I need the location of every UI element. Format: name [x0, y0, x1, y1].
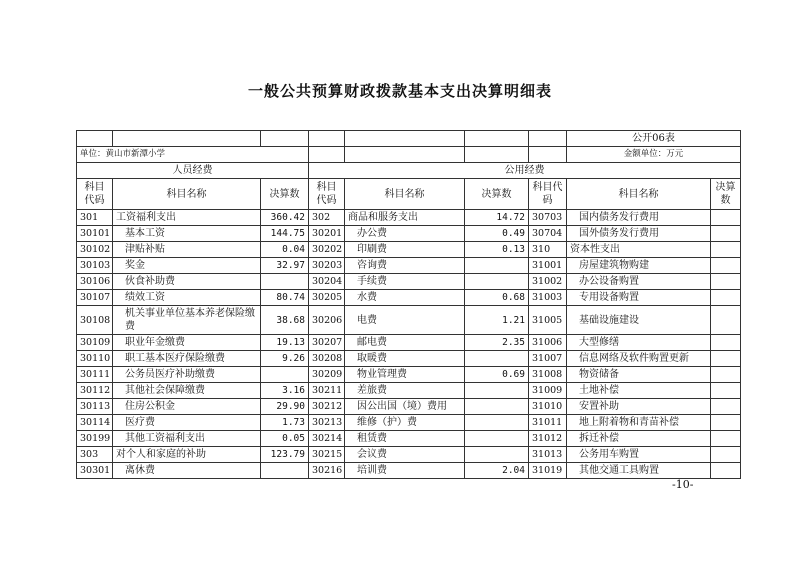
amount-cell: 32.97 [261, 258, 309, 274]
table-row [77, 383, 741, 399]
code-cell: 31003 [529, 290, 567, 306]
name-cell: 信息网络及软件购置更新 [567, 351, 711, 367]
code-cell: 303 [77, 447, 113, 463]
name-cell: 土地补偿 [567, 383, 711, 399]
header-amount: 决算数 [465, 179, 529, 210]
unit-label: 单位：黄山市新潭小学 [77, 147, 309, 163]
code-cell: 31013 [529, 447, 567, 463]
amount-cell: 0.13 [465, 242, 529, 258]
form-number-row [77, 131, 741, 147]
amount-cell [711, 399, 741, 415]
amount-cell: 3.16 [261, 383, 309, 399]
code-cell: 30215 [309, 447, 345, 463]
code-cell: 302 [309, 210, 345, 226]
amount-cell [465, 258, 529, 274]
code-cell: 30106 [77, 274, 113, 290]
name-cell: 差旅费 [345, 383, 465, 399]
name-cell: 其他交通工具购置 [567, 463, 711, 479]
code-cell: 31002 [529, 274, 567, 290]
code-cell: 30301 [77, 463, 113, 479]
code-cell: 30201 [309, 226, 345, 242]
amount-cell: 80.74 [261, 290, 309, 306]
amount-cell [711, 226, 741, 242]
code-cell: 30112 [77, 383, 113, 399]
amount-cell [465, 431, 529, 447]
code-cell: 30209 [309, 367, 345, 383]
name-cell: 办公设备购置 [567, 274, 711, 290]
header-row [77, 179, 741, 210]
code-cell: 31006 [529, 335, 567, 351]
header-amount: 决算数 [261, 179, 309, 210]
name-cell: 取暖费 [345, 351, 465, 367]
name-cell: 因公出国（境）费用 [345, 399, 465, 415]
name-cell: 资本性支出 [567, 242, 711, 258]
code-cell: 31012 [529, 431, 567, 447]
code-cell: 31009 [529, 383, 567, 399]
amount-cell: 0.68 [465, 290, 529, 306]
name-cell: 医疗费 [113, 415, 261, 431]
code-cell: 30213 [309, 415, 345, 431]
table-row [77, 274, 741, 290]
amount-cell [465, 399, 529, 415]
name-cell: 咨询费 [345, 258, 465, 274]
table-row [77, 210, 741, 226]
name-cell: 安置补助 [567, 399, 711, 415]
amount-cell: 14.72 [465, 210, 529, 226]
code-cell: 30212 [309, 399, 345, 415]
name-cell: 租赁费 [345, 431, 465, 447]
table-row [77, 306, 741, 335]
amount-cell [465, 447, 529, 463]
code-cell: 30110 [77, 351, 113, 367]
code-cell: 31001 [529, 258, 567, 274]
name-cell: 水费 [345, 290, 465, 306]
amount-cell [711, 383, 741, 399]
unit-row [77, 147, 741, 163]
table-row [77, 258, 741, 274]
table-row [77, 351, 741, 367]
name-cell: 物资储备 [567, 367, 711, 383]
amount-cell: 19.13 [261, 335, 309, 351]
table-row [77, 367, 741, 383]
amount-cell: 360.42 [261, 210, 309, 226]
table-row [77, 290, 741, 306]
amount-cell [465, 383, 529, 399]
amount-cell: 123.79 [261, 447, 309, 463]
name-cell: 基本工资 [113, 226, 261, 242]
code-cell: 30108 [77, 306, 113, 335]
amount-cell [711, 415, 741, 431]
name-cell: 专用设备购置 [567, 290, 711, 306]
code-cell: 31019 [529, 463, 567, 479]
name-cell: 物业管理费 [345, 367, 465, 383]
table-row [77, 463, 741, 479]
name-cell: 房屋建筑物购建 [567, 258, 711, 274]
amount-cell [465, 351, 529, 367]
amount-cell: 29.90 [261, 399, 309, 415]
table-row [77, 399, 741, 415]
name-cell: 公务用车购置 [567, 447, 711, 463]
amount-cell: 0.05 [261, 431, 309, 447]
code-cell: 30206 [309, 306, 345, 335]
code-cell: 30216 [309, 463, 345, 479]
table-row [77, 242, 741, 258]
name-cell: 商品和服务支出 [345, 210, 465, 226]
code-cell: 301 [77, 210, 113, 226]
code-cell: 30203 [309, 258, 345, 274]
amount-cell [711, 351, 741, 367]
amount-cell [711, 367, 741, 383]
name-cell: 对个人和家庭的补助 [113, 447, 261, 463]
code-cell: 30102 [77, 242, 113, 258]
table-row [77, 226, 741, 242]
name-cell: 地上附着物和青苗补偿 [567, 415, 711, 431]
name-cell: 印刷费 [345, 242, 465, 258]
header-code: 科目代码 [77, 179, 113, 210]
header-code: 科目代码 [309, 179, 345, 210]
name-cell: 基础设施建设 [567, 306, 711, 335]
code-cell: 30703 [529, 210, 567, 226]
amount-cell: 1.21 [465, 306, 529, 335]
code-cell: 30704 [529, 226, 567, 242]
code-cell: 30202 [309, 242, 345, 258]
page-title: 一般公共预算财政拨款基本支出决算明细表 [247, 82, 552, 100]
amount-cell: 2.04 [465, 463, 529, 479]
name-cell: 伙食补助费 [113, 274, 261, 290]
amount-cell [711, 210, 741, 226]
amount-cell [261, 274, 309, 290]
amount-cell: 144.75 [261, 226, 309, 242]
name-cell: 工资福利支出 [113, 210, 261, 226]
name-cell: 其他社会保障缴费 [113, 383, 261, 399]
name-cell: 邮电费 [345, 335, 465, 351]
name-cell: 大型修缮 [567, 335, 711, 351]
section-public: 公用经费 [309, 163, 741, 179]
code-cell: 30113 [77, 399, 113, 415]
name-cell: 绩效工资 [113, 290, 261, 306]
amount-cell [711, 447, 741, 463]
amount-cell: 38.68 [261, 306, 309, 335]
code-cell: 30101 [77, 226, 113, 242]
code-cell: 30109 [77, 335, 113, 351]
code-cell: 30103 [77, 258, 113, 274]
code-cell: 30211 [309, 383, 345, 399]
amount-cell [465, 415, 529, 431]
amount-cell [711, 258, 741, 274]
code-cell: 30199 [77, 431, 113, 447]
amount-cell [711, 306, 741, 335]
header-name: 科目名称 [345, 179, 465, 210]
name-cell: 培训费 [345, 463, 465, 479]
amount-cell [465, 274, 529, 290]
amount-cell [711, 463, 741, 479]
amount-cell: 2.35 [465, 335, 529, 351]
code-cell: 31005 [529, 306, 567, 335]
name-cell: 拆迁补偿 [567, 431, 711, 447]
name-cell: 国内债务发行费用 [567, 210, 711, 226]
code-cell: 30114 [77, 415, 113, 431]
amount-cell: 9.26 [261, 351, 309, 367]
expenditure-table [76, 130, 741, 479]
amount-cell [711, 274, 741, 290]
name-cell: 办公费 [345, 226, 465, 242]
name-cell: 手续费 [345, 274, 465, 290]
amount-cell [711, 335, 741, 351]
name-cell: 电费 [345, 306, 465, 335]
amount-cell: 0.69 [465, 367, 529, 383]
amount-cell [261, 463, 309, 479]
name-cell: 机关事业单位基本养老保险缴费 [113, 306, 261, 335]
name-cell: 职工基本医疗保险缴费 [113, 351, 261, 367]
code-cell: 30205 [309, 290, 345, 306]
code-cell: 31008 [529, 367, 567, 383]
code-cell: 31007 [529, 351, 567, 367]
name-cell: 公务员医疗补助缴费 [113, 367, 261, 383]
section-row [77, 163, 741, 179]
code-cell: 30208 [309, 351, 345, 367]
amount-unit-label: 金额单位：万元 [567, 147, 741, 163]
header-name: 科目名称 [567, 179, 711, 210]
page-number: -10- [672, 478, 694, 491]
code-cell: 30204 [309, 274, 345, 290]
code-cell: 310 [529, 242, 567, 258]
code-cell: 30207 [309, 335, 345, 351]
code-cell: 30111 [77, 367, 113, 383]
header-code: 科目代码 [529, 179, 567, 210]
table-row [77, 335, 741, 351]
form-number: 公开06表 [567, 131, 741, 147]
amount-cell [261, 367, 309, 383]
amount-cell: 0.49 [465, 226, 529, 242]
code-cell: 31011 [529, 415, 567, 431]
amount-cell: 1.73 [261, 415, 309, 431]
code-cell: 31010 [529, 399, 567, 415]
amount-cell: 0.04 [261, 242, 309, 258]
amount-cell [711, 290, 741, 306]
name-cell: 其他工资福利支出 [113, 431, 261, 447]
table-row [77, 431, 741, 447]
code-cell: 30107 [77, 290, 113, 306]
amount-cell [711, 242, 741, 258]
name-cell: 奖金 [113, 258, 261, 274]
table-row [77, 415, 741, 431]
code-cell: 30214 [309, 431, 345, 447]
section-personnel: 人员经费 [77, 163, 309, 179]
name-cell: 住房公积金 [113, 399, 261, 415]
table-row [77, 447, 741, 463]
name-cell: 会议费 [345, 447, 465, 463]
header-name: 科目名称 [113, 179, 261, 210]
name-cell: 维修（护）费 [345, 415, 465, 431]
name-cell: 国外债务发行费用 [567, 226, 711, 242]
name-cell: 离休费 [113, 463, 261, 479]
amount-cell [711, 431, 741, 447]
name-cell: 职业年金缴费 [113, 335, 261, 351]
name-cell: 津贴补贴 [113, 242, 261, 258]
header-amount: 决算数 [711, 179, 741, 210]
